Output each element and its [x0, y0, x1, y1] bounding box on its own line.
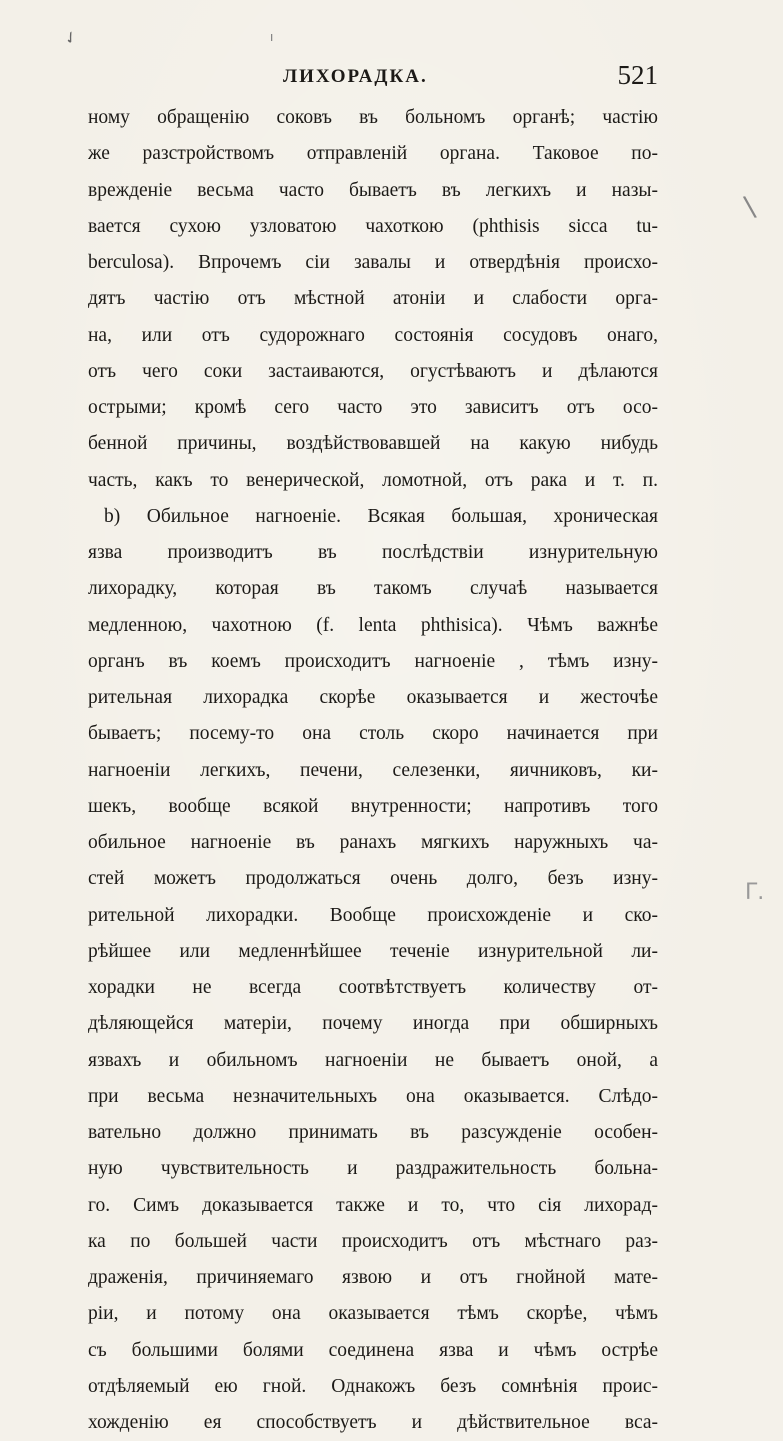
text-line: шекъ, вообще всякой внутренности; напротивъ того: [88, 795, 658, 817]
section-heading-line: b) Обильное нагноеніе. Всякая большая, хроническая: [104, 505, 658, 527]
text-line: бенной причины, воздѣйствовавшей на какую нибудь: [88, 433, 658, 455]
margin-pencil-mark: Γ.: [745, 880, 765, 905]
pencil-mark: ı: [270, 30, 274, 44]
text-line: же разстройствомъ отправленій органа. Таковое по-: [88, 143, 658, 165]
text-line: обильное нагноеніе въ ранахъ мягкихъ наружныхъ ча-: [88, 832, 658, 853]
text-line: острыми; кромѣ сего часто это зависитъ отъ осо-: [88, 397, 658, 418]
body-text: [88, 100, 658, 1441]
text-line: дѣляющейся матеріи, почему иногда при обширныхъ: [88, 1013, 658, 1035]
text-line: часть, какъ то венерической, ломотной, отъ рака и т. п.: [88, 469, 658, 491]
text-line: врежденіе весьма часто бываетъ въ легкихъ и назы-: [88, 179, 658, 201]
running-head: ЛИХОРАДКА.: [283, 66, 428, 87]
text-line: при весьма незначительныхъ она оказывается. Слѣдо-: [88, 1085, 658, 1107]
text-line: го. Симъ доказывается также и то, что сія лихорад-: [88, 1194, 658, 1216]
text-line: рительная лихорадка скорѣе оказывается и жесточѣе: [88, 687, 658, 708]
text-line: отъ чего соки застаиваются, огустѣваютъ и дѣлаются: [88, 360, 658, 382]
text-line: berculosa). Впрочемъ сіи завалы и отвердѣнія происхо-: [88, 252, 658, 273]
text-line: рительной лихорадки. Вообще происхожденіе и ско-: [88, 904, 658, 926]
text-line: на, или отъ судорожнаго состоянія сосудовъ онаго,: [88, 324, 658, 346]
text-line: вается сухою узловатою чахоткою (phthisis sicca tu-: [88, 215, 658, 237]
text-line: язва производитъ въ послѣдствіи изнурительную: [88, 542, 658, 563]
page-header: [88, 60, 658, 96]
text-line: ка по большей части происходитъ отъ мѣстнаго раз-: [88, 1230, 658, 1252]
text-line: лихорадку, которая въ такомъ случаѣ называется: [88, 578, 658, 600]
text-line: хожденію ея способствуетъ и дѣйствительное вса-: [88, 1412, 658, 1433]
text-line: дятъ частію отъ мѣстной атоніи и слабости орга-: [88, 288, 658, 310]
text-line: отдѣляемый ею гной. Однакожъ безъ сомнѣнія проис-: [88, 1375, 658, 1397]
margin-pencil-mark: \: [741, 189, 758, 224]
text-line: вательно должно принимать въ разсужденіе особен-: [88, 1122, 658, 1143]
text-line: рѣйшее или медленнѣйшее теченіе изнурительной ли-: [88, 940, 658, 962]
text-line: стей можетъ продолжаться очень долго, безъ изну-: [88, 868, 658, 890]
pencil-mark: ✓: [59, 25, 82, 50]
text-line: бываетъ; посему-то она столь скоро начинается при: [88, 723, 658, 745]
text-line: ную чувствительность и раздражительность больна-: [88, 1158, 658, 1180]
text-line: язвахъ и обильномъ нагноеніи не бываетъ оной, а: [88, 1049, 658, 1071]
text-line: медленною, чахотною (f. lenta phthisica). Чѣмъ важнѣе: [88, 614, 658, 636]
text-line: хорадки не всегда соотвѣтствуетъ количеству от-: [88, 977, 658, 998]
text-line: нагноеніи легкихъ, печени, селезенки, яичниковъ, ки-: [88, 759, 658, 781]
text-line: драженія, причиняемаго язвою и отъ гнойной мате-: [88, 1267, 658, 1288]
text-line: съ большими болями соединена язва и чѣмъ острѣе: [88, 1339, 658, 1361]
text-line: органъ въ коемъ происходитъ нагноеніе , тѣмъ изну-: [88, 650, 658, 672]
text-line: ному обращенію соковъ въ больномъ органѣ; частію: [88, 107, 658, 128]
page-number: 521: [617, 60, 658, 90]
text-line: ріи, и потому она оказывается тѣмъ скорѣе, чѣмъ: [88, 1303, 658, 1325]
